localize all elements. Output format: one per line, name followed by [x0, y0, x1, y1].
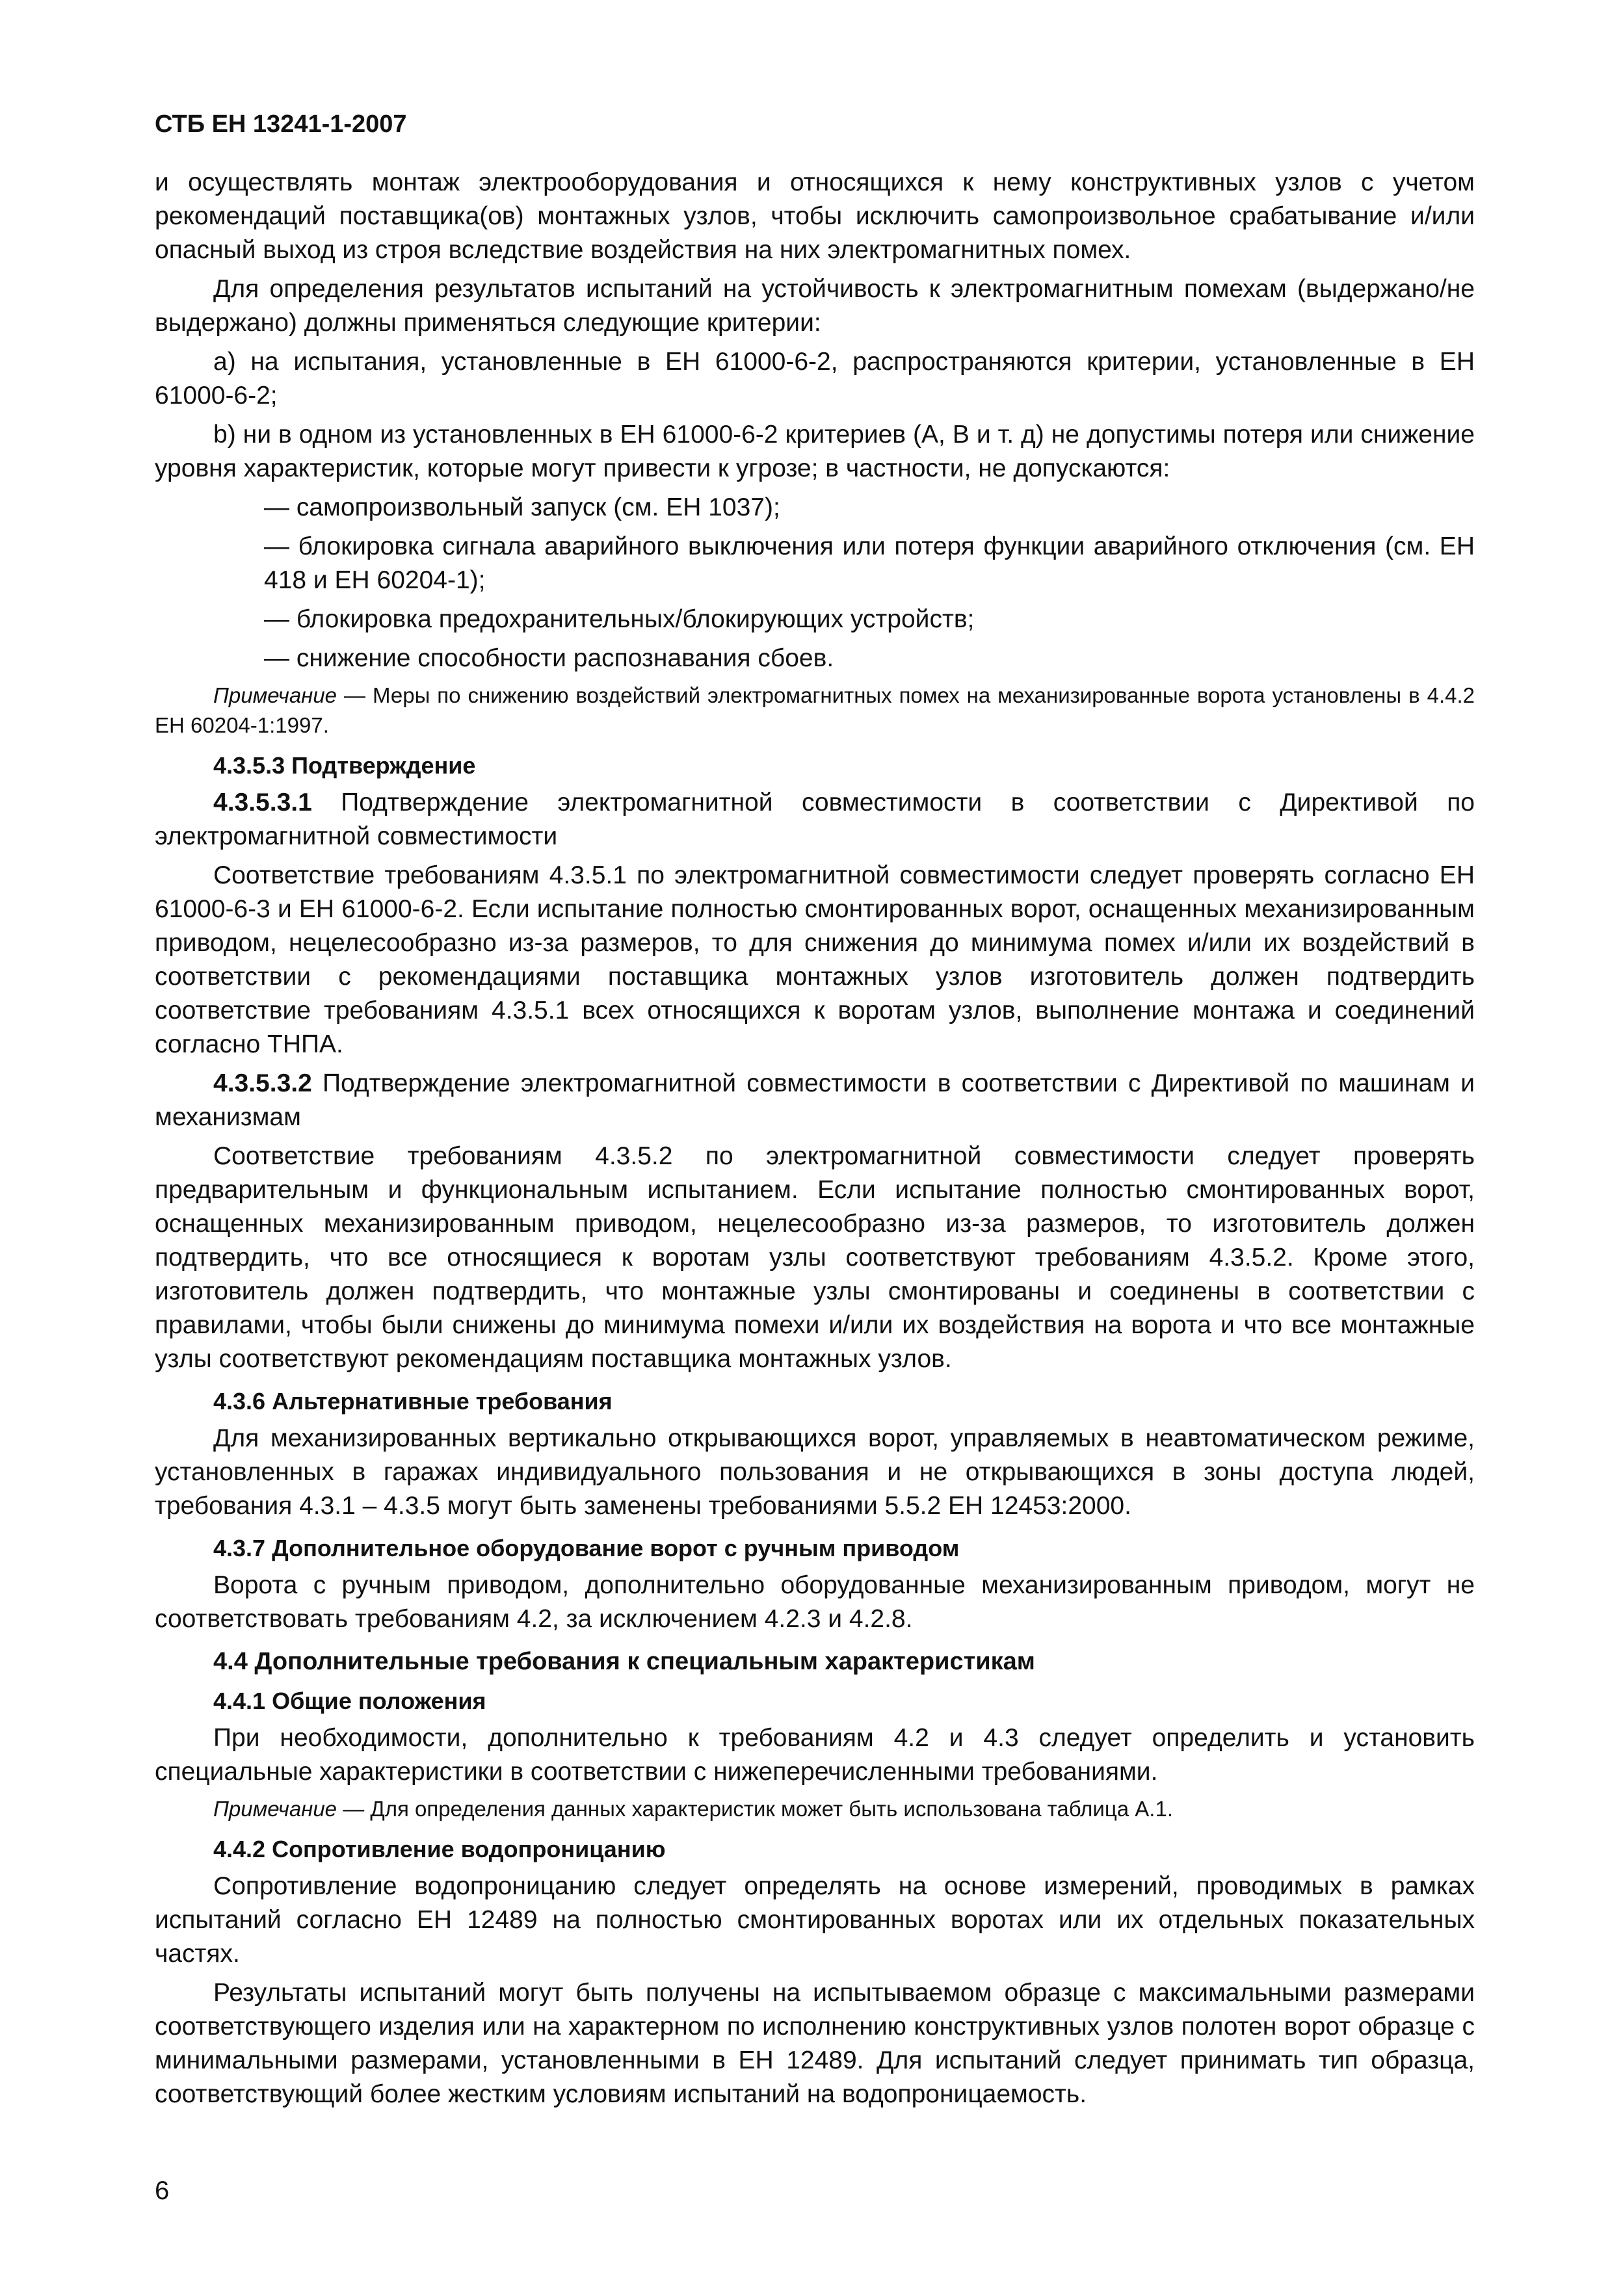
paragraph: Ворота с ручным приводом, дополнительно оборудованные механизированным приводом, могут не соответствовать требованиям 4.2, за исключением 4.2.3 и 4.2.8. [155, 1571, 1475, 1633]
criterion-a: a) на испытания, установленные в ЕН 61000-6-2, распространяются критерии, установленные в ЕН 61000-6-2; [155, 348, 1475, 410]
page-number: 6 [155, 2176, 170, 2205]
clause-number: 4.3.5.3.2 [213, 1069, 312, 1097]
section-heading-4-4-1: 4.4.1 Общие положения [213, 1688, 486, 1714]
document-page [155, 111, 1475, 2117]
note [155, 1794, 1475, 1824]
paragraph: и осуществлять монтаж электрооборудования и относящихся к нему конструктивных узлов с учетом рекомендаций поставщика(ов) монтажных узлов, чтобы исключить самопроизвольное срабатывание и/или опасный выход из строя вследствие воздействия на них электромагнитных помех. [155, 168, 1475, 264]
note-label: Примечание [213, 683, 337, 707]
clause-text: Подтверждение электромагнитной совместимости в соответствии с Директивой по машинам и механизмам [155, 1069, 1475, 1131]
paragraph: Соответствие требованиям 4.3.5.1 по электромагнитной совместимости следует проверять согласно ЕН 61000-6-3 и ЕН 61000-6-2. Если испытание полностью смонтированных ворот, оснащенных механизированным приводом, нецелесообразно из-за размеров, то для снижения до минимума помех и/или их воздействий в соответствии с рекомендациями поставщика монтажных узлов изготовитель должен подтвердить соответствие требованиям 4.3.5.1 всех относящихся к воротам узлов, выполнение монтажа и соединений согласно ТНПА. [155, 861, 1475, 1058]
clause-text: Подтверждение электромагнитной совместимости в соответствии с Директивой по электромагнитной совместимости [155, 789, 1475, 850]
list-item: — снижение способности распознавания сбоев. [264, 644, 834, 672]
list-item: — блокировка предохранительных/блокирующих устройств; [264, 605, 975, 633]
clause-number: 4.3.5.3.1 [213, 789, 312, 816]
paragraph: Для механизированных вертикально открывающихся ворот, управляемых в неавтоматическом режиме, установленных в гаражах индивидуального пользования и не открывающихся в зоны доступа людей, требования 4.3.1 – 4.3.5 могут быть заменены требованиями 5.5.2 ЕН 12453:2000. [155, 1424, 1475, 1520]
section-heading-4-3-7: 4.3.7 Дополнительное оборудование ворот с ручным приводом [213, 1535, 960, 1561]
clause-4-3-5-3-2 [155, 1067, 1475, 1134]
list-item: — блокировка сигнала аварийного выключения или потеря функции аварийного отключения (см. ЕН 418 и ЕН 60204-1); [264, 532, 1475, 594]
clause-4-3-5-3-1 [155, 786, 1475, 854]
section-heading-4-4-2: 4.4.2 Сопротивление водопроницанию [213, 1836, 666, 1862]
note-text: — Меры по снижению воздействий электромагнитных помех на механизированные ворота установлены в 4.4.2 ЕН 60204-1:1997. [155, 683, 1475, 737]
note-label: Примечание [213, 1797, 337, 1821]
paragraph: Результаты испытаний могут быть получены на испытываемом образце с максимальными размерами соответствующего изделия или на характерном по исполнению конструктивных узлов полотен ворот образце с минимальными размерами, установленными в ЕН 12489. Для испытаний следует принимать тип образца, соответствующий более жестким условиям испытаний на водопроницаемость. [155, 1979, 1475, 2108]
paragraph: При необходимости, дополнительно к требованиям 4.2 и 4.3 следует определить и установить специальные характеристики в соответствии с нижеперечисленными требованиями. [155, 1724, 1475, 1786]
note [155, 681, 1475, 740]
section-heading-4-4: 4.4 Дополнительные требования к специальным характеристикам [213, 1648, 1035, 1675]
paragraph: Для определения результатов испытаний на устойчивость к электромагнитным помехам (выдержано/не выдержано) должны применяться следующие критерии: [155, 275, 1475, 337]
note-text: — Для определения данных характеристик может быть использована таблица А.1. [337, 1797, 1173, 1821]
section-heading-4-3-6: 4.3.6 Альтернативные требования [213, 1388, 613, 1415]
list-item: — самопроизвольный запуск (см. ЕН 1037); [264, 493, 780, 521]
criterion-b: b) ни в одном из установленных в ЕН 61000-6-2 критериев (А, В и т. д) не допустимы потеря или снижение уровня характеристик, которые могут привести к угрозе; в частности, не допускаются: [155, 421, 1475, 482]
paragraph: Сопротивление водопроницанию следует определять на основе измерений, проводимых в рамках испытаний согласно ЕН 12489 на полностью смонтированных воротах или их отдельных показательных частях. [155, 1872, 1475, 1968]
section-heading-4-3-5-3: 4.3.5.3 Подтверждение [213, 752, 476, 779]
paragraph: Соответствие требованиям 4.3.5.2 по электромагнитной совместимости следует проверять предварительным и функциональным испытанием. Если испытание полностью смонтированных ворот, оснащенных механизированным приводом, нецелесообразно из-за размеров, то изготовитель должен подтвердить, что все относящиеся к воротам узлы соответствуют требованиям 4.3.5.2. Кроме этого, изготовитель должен подтвердить, что монтажные узлы смонтированы и соединены в соответствии с правилами, чтобы были снижены до минимума помехи и/или их воздействия на ворота и что все монтажные узлы соответствуют рекомендациям поставщика монтажных узлов. [155, 1142, 1475, 1373]
document-id: СТБ ЕН 13241-1-2007 [155, 111, 407, 138]
